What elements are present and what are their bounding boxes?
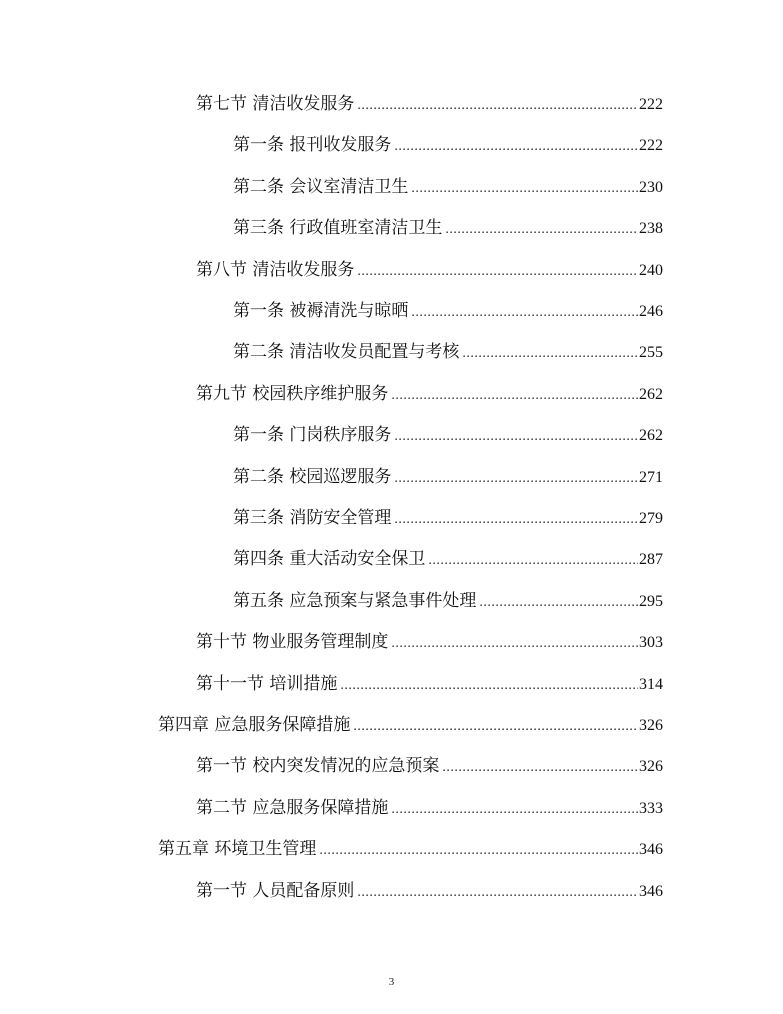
dot-leader xyxy=(394,423,638,451)
toc-entry-title: 第四章 应急服务保障措施 xyxy=(158,715,351,735)
toc-entry-title: 第五章 环境卫生管理 xyxy=(158,839,317,860)
toc-entry[interactable] xyxy=(196,877,663,905)
toc-entry-title: 第一节 人员配备原则 xyxy=(196,880,355,901)
toc-entry-page: 326 xyxy=(639,717,663,734)
toc-entry-page: 262 xyxy=(639,385,663,403)
toc-entry[interactable] xyxy=(196,90,663,118)
dot-leader xyxy=(442,754,638,782)
toc-entry-title: 第二条 会议室清洁卫生 xyxy=(233,176,409,197)
toc-entry[interactable] xyxy=(233,173,663,201)
toc-entry-page: 287 xyxy=(639,551,663,569)
toc-entry-title: 第十节 物业服务管理制度 xyxy=(196,632,389,653)
toc-entry-title: 第十一节 培训措施 xyxy=(196,673,338,694)
toc-entry-page: 314 xyxy=(639,675,663,693)
toc-entry[interactable] xyxy=(196,628,663,656)
toc-entry-page: 303 xyxy=(639,634,663,652)
toc-entry[interactable] xyxy=(233,297,663,325)
toc-entry-page: 295 xyxy=(639,592,663,610)
dot-leader xyxy=(357,879,638,907)
toc-entry-page: 240 xyxy=(639,261,663,279)
toc-entry-page: 246 xyxy=(639,303,663,320)
toc-entry[interactable] xyxy=(196,794,663,822)
toc-entry-page: 279 xyxy=(639,510,663,527)
dot-leader xyxy=(357,92,638,120)
toc-entry-page: 255 xyxy=(639,344,663,362)
dot-leader xyxy=(340,672,638,700)
toc-entry-title: 第一节 校内突发情况的应急预案 xyxy=(196,756,440,777)
dot-leader xyxy=(391,630,638,658)
toc-entry-page: 333 xyxy=(639,799,663,817)
dot-leader xyxy=(357,258,638,286)
dot-leader xyxy=(391,382,638,410)
dot-leader xyxy=(394,133,638,161)
toc-entry-title: 第一条 报刊收发服务 xyxy=(233,135,392,156)
toc-entry-title: 第二条 校园巡逻服务 xyxy=(233,466,392,487)
dot-leader xyxy=(394,465,638,493)
toc-entry[interactable] xyxy=(233,338,663,366)
toc-entry-page: 262 xyxy=(639,427,663,445)
toc-entry[interactable] xyxy=(196,752,663,780)
page-number: 3 xyxy=(388,976,395,988)
toc-entry-title: 第四条 重大活动安全保卫 xyxy=(233,549,426,570)
toc-entry-page: 326 xyxy=(639,758,663,776)
toc-entry[interactable] xyxy=(196,670,663,698)
toc-entry-title: 第三条 行政值班室清洁卫生 xyxy=(233,218,443,239)
toc-entry-page: 222 xyxy=(639,137,663,155)
toc-entry[interactable] xyxy=(233,504,663,532)
toc-entry-title: 第一条 被褥清洗与晾晒 xyxy=(233,301,409,321)
toc-entry[interactable] xyxy=(233,421,663,449)
toc-entry[interactable] xyxy=(158,835,663,863)
toc-entry-page: 230 xyxy=(639,178,663,196)
toc-entry-title: 第三条 消防安全管理 xyxy=(233,508,392,528)
toc-entry-title: 第八节 清洁收发服务 xyxy=(196,259,355,280)
toc-entry-title: 第九节 校园秩序维护服务 xyxy=(196,383,389,404)
toc-entry-page: 346 xyxy=(639,882,663,900)
dot-leader xyxy=(462,340,638,368)
dot-leader xyxy=(411,299,638,327)
dot-leader xyxy=(445,216,638,244)
toc-entry-page: 271 xyxy=(639,468,663,486)
toc-entry-title: 第二节 应急服务保障措施 xyxy=(196,797,389,818)
toc-entry[interactable] xyxy=(233,587,663,615)
dot-leader xyxy=(428,547,638,575)
dot-leader xyxy=(319,837,638,865)
dot-leader xyxy=(353,713,638,741)
toc-entry-title: 第一条 门岗秩序服务 xyxy=(233,425,392,446)
toc-entry[interactable] xyxy=(196,256,663,284)
dot-leader xyxy=(391,796,638,824)
toc-entry[interactable] xyxy=(158,711,663,739)
toc-entry-page: 346 xyxy=(639,841,663,859)
toc-entry[interactable] xyxy=(233,131,663,159)
toc-entry-page: 238 xyxy=(639,220,663,238)
dot-leader xyxy=(479,589,638,617)
toc-entry-title: 第五条 应急预案与紧急事件处理 xyxy=(233,590,477,611)
toc-entry[interactable] xyxy=(196,380,663,408)
dot-leader xyxy=(411,175,638,203)
toc-entry-title: 第二条 清洁收发员配置与考核 xyxy=(233,342,460,363)
toc-entry[interactable] xyxy=(233,214,663,242)
toc-entry-title: 第七节 清洁收发服务 xyxy=(196,94,355,114)
toc-entry-page: 222 xyxy=(639,96,663,113)
dot-leader xyxy=(394,506,638,534)
toc-entry[interactable] xyxy=(233,545,663,573)
toc-entry[interactable] xyxy=(233,463,663,491)
